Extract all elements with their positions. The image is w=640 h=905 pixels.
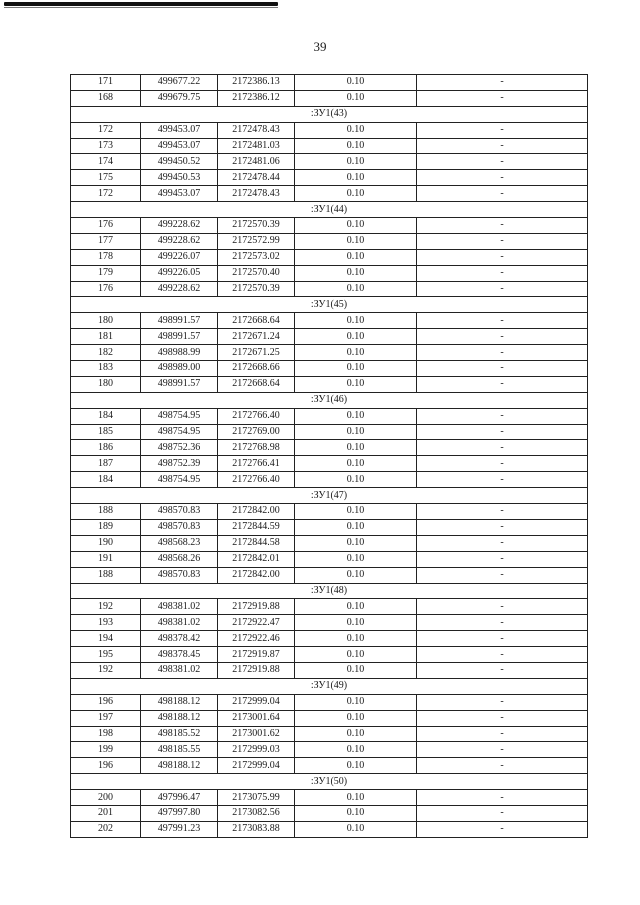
- y-coordinate-cell: 2173001.64: [218, 710, 295, 726]
- table-row: [71, 710, 588, 726]
- note-cell: -: [417, 504, 588, 520]
- x-coordinate-cell: 498570.83: [141, 567, 218, 583]
- note-cell: -: [417, 361, 588, 377]
- y-coordinate-cell: 2173082.56: [218, 805, 295, 821]
- table-row: [71, 631, 588, 647]
- section-label: :ЗУ1(46): [71, 392, 588, 408]
- table-row: [71, 742, 588, 758]
- point-number-cell: 189: [71, 519, 141, 535]
- table-row: [71, 154, 588, 170]
- note-cell: -: [417, 265, 588, 281]
- note-cell: -: [417, 742, 588, 758]
- x-coordinate-cell: 499453.07: [141, 138, 218, 154]
- precision-cell: 0.10: [295, 345, 417, 361]
- table-row: [71, 361, 588, 377]
- section-header-row: [71, 774, 588, 790]
- point-number-cell: 197: [71, 710, 141, 726]
- note-cell: -: [417, 805, 588, 821]
- y-coordinate-cell: 2172999.04: [218, 758, 295, 774]
- y-coordinate-cell: 2172844.58: [218, 535, 295, 551]
- section-header-row: [71, 202, 588, 218]
- section-label: :ЗУ1(47): [71, 488, 588, 504]
- x-coordinate-cell: 499453.07: [141, 122, 218, 138]
- table-row: [71, 647, 588, 663]
- y-coordinate-cell: 2172919.87: [218, 647, 295, 663]
- note-cell: -: [417, 408, 588, 424]
- table-row: [71, 535, 588, 551]
- precision-cell: 0.10: [295, 710, 417, 726]
- section-label: :ЗУ1(48): [71, 583, 588, 599]
- precision-cell: 0.10: [295, 504, 417, 520]
- note-cell: -: [417, 75, 588, 91]
- point-number-cell: 194: [71, 631, 141, 647]
- point-number-cell: 176: [71, 218, 141, 234]
- precision-cell: 0.10: [295, 138, 417, 154]
- section-header-row: [71, 488, 588, 504]
- x-coordinate-cell: 498188.12: [141, 710, 218, 726]
- note-cell: -: [417, 647, 588, 663]
- section-label: :ЗУ1(44): [71, 202, 588, 218]
- point-number-cell: 179: [71, 265, 141, 281]
- precision-cell: 0.10: [295, 170, 417, 186]
- point-number-cell: 196: [71, 758, 141, 774]
- y-coordinate-cell: 2172842.00: [218, 567, 295, 583]
- y-coordinate-cell: 2173083.88: [218, 821, 295, 837]
- y-coordinate-cell: 2172999.03: [218, 742, 295, 758]
- precision-cell: 0.10: [295, 742, 417, 758]
- table-row: [71, 599, 588, 615]
- precision-cell: 0.10: [295, 90, 417, 106]
- point-number-cell: 195: [71, 647, 141, 663]
- table-row: [71, 281, 588, 297]
- coordinates-table: [70, 74, 588, 838]
- table-row: [71, 376, 588, 392]
- precision-cell: 0.10: [295, 551, 417, 567]
- table-row: [71, 345, 588, 361]
- point-number-cell: 192: [71, 599, 141, 615]
- note-cell: -: [417, 599, 588, 615]
- x-coordinate-cell: 498754.95: [141, 472, 218, 488]
- y-coordinate-cell: 2172478.43: [218, 122, 295, 138]
- y-coordinate-cell: 2172573.02: [218, 249, 295, 265]
- y-coordinate-cell: 2172922.46: [218, 631, 295, 647]
- x-coordinate-cell: 498185.52: [141, 726, 218, 742]
- coordinates-table-body: [71, 75, 588, 838]
- note-cell: -: [417, 249, 588, 265]
- y-coordinate-cell: 2172919.88: [218, 599, 295, 615]
- header-rule: [4, 2, 278, 6]
- point-number-cell: 192: [71, 662, 141, 678]
- precision-cell: 0.10: [295, 218, 417, 234]
- precision-cell: 0.10: [295, 694, 417, 710]
- table-row: [71, 567, 588, 583]
- table-row: [71, 122, 588, 138]
- y-coordinate-cell: 2172570.39: [218, 281, 295, 297]
- point-number-cell: 184: [71, 472, 141, 488]
- note-cell: -: [417, 710, 588, 726]
- x-coordinate-cell: 498381.02: [141, 599, 218, 615]
- y-coordinate-cell: 2172668.64: [218, 376, 295, 392]
- note-cell: -: [417, 472, 588, 488]
- y-coordinate-cell: 2172922.47: [218, 615, 295, 631]
- x-coordinate-cell: 499226.07: [141, 249, 218, 265]
- precision-cell: 0.10: [295, 535, 417, 551]
- section-header-row: [71, 583, 588, 599]
- precision-cell: 0.10: [295, 122, 417, 138]
- note-cell: -: [417, 186, 588, 202]
- x-coordinate-cell: 498991.57: [141, 376, 218, 392]
- note-cell: -: [417, 138, 588, 154]
- point-number-cell: 171: [71, 75, 141, 91]
- y-coordinate-cell: 2172919.88: [218, 662, 295, 678]
- x-coordinate-cell: 497991.23: [141, 821, 218, 837]
- note-cell: -: [417, 281, 588, 297]
- x-coordinate-cell: 499679.75: [141, 90, 218, 106]
- x-coordinate-cell: 498570.83: [141, 504, 218, 520]
- point-number-cell: 184: [71, 408, 141, 424]
- y-coordinate-cell: 2172570.40: [218, 265, 295, 281]
- point-number-cell: 181: [71, 329, 141, 345]
- note-cell: -: [417, 662, 588, 678]
- point-number-cell: 177: [71, 233, 141, 249]
- precision-cell: 0.10: [295, 758, 417, 774]
- note-cell: -: [417, 90, 588, 106]
- point-number-cell: 175: [71, 170, 141, 186]
- note-cell: -: [417, 567, 588, 583]
- table-row: [71, 138, 588, 154]
- table-row: [71, 519, 588, 535]
- x-coordinate-cell: 499450.53: [141, 170, 218, 186]
- precision-cell: 0.10: [295, 154, 417, 170]
- note-cell: -: [417, 790, 588, 806]
- table-row: [71, 249, 588, 265]
- x-coordinate-cell: 498378.45: [141, 647, 218, 663]
- section-label: :ЗУ1(49): [71, 678, 588, 694]
- precision-cell: 0.10: [295, 472, 417, 488]
- point-number-cell: 190: [71, 535, 141, 551]
- note-cell: -: [417, 456, 588, 472]
- x-coordinate-cell: 499228.62: [141, 233, 218, 249]
- x-coordinate-cell: 499677.22: [141, 75, 218, 91]
- y-coordinate-cell: 2172844.59: [218, 519, 295, 535]
- x-coordinate-cell: 498754.95: [141, 408, 218, 424]
- y-coordinate-cell: 2172668.66: [218, 361, 295, 377]
- note-cell: -: [417, 313, 588, 329]
- note-cell: -: [417, 535, 588, 551]
- table-row: [71, 790, 588, 806]
- table-row: [71, 329, 588, 345]
- point-number-cell: 186: [71, 440, 141, 456]
- precision-cell: 0.10: [295, 329, 417, 345]
- precision-cell: 0.10: [295, 281, 417, 297]
- note-cell: -: [417, 631, 588, 647]
- table-row: [71, 805, 588, 821]
- y-coordinate-cell: 2173001.62: [218, 726, 295, 742]
- precision-cell: 0.10: [295, 821, 417, 837]
- x-coordinate-cell: 498754.95: [141, 424, 218, 440]
- note-cell: -: [417, 440, 588, 456]
- point-number-cell: 178: [71, 249, 141, 265]
- note-cell: -: [417, 726, 588, 742]
- x-coordinate-cell: 498752.36: [141, 440, 218, 456]
- point-number-cell: 188: [71, 504, 141, 520]
- note-cell: -: [417, 821, 588, 837]
- note-cell: -: [417, 694, 588, 710]
- x-coordinate-cell: 499226.05: [141, 265, 218, 281]
- note-cell: -: [417, 615, 588, 631]
- point-number-cell: 180: [71, 313, 141, 329]
- precision-cell: 0.10: [295, 313, 417, 329]
- x-coordinate-cell: 498570.83: [141, 519, 218, 535]
- y-coordinate-cell: 2172478.44: [218, 170, 295, 186]
- y-coordinate-cell: 2172766.40: [218, 408, 295, 424]
- y-coordinate-cell: 2172842.00: [218, 504, 295, 520]
- point-number-cell: 198: [71, 726, 141, 742]
- y-coordinate-cell: 2172570.39: [218, 218, 295, 234]
- x-coordinate-cell: 498752.39: [141, 456, 218, 472]
- point-number-cell: 168: [71, 90, 141, 106]
- precision-cell: 0.10: [295, 424, 417, 440]
- point-number-cell: 196: [71, 694, 141, 710]
- point-number-cell: 191: [71, 551, 141, 567]
- precision-cell: 0.10: [295, 440, 417, 456]
- precision-cell: 0.10: [295, 408, 417, 424]
- note-cell: -: [417, 122, 588, 138]
- section-label: :ЗУ1(50): [71, 774, 588, 790]
- table-row: [71, 472, 588, 488]
- precision-cell: 0.10: [295, 376, 417, 392]
- y-coordinate-cell: 2172766.41: [218, 456, 295, 472]
- table-row: [71, 615, 588, 631]
- section-header-row: [71, 392, 588, 408]
- header-rule-thin: [4, 7, 278, 8]
- precision-cell: 0.10: [295, 647, 417, 663]
- section-label: :ЗУ1(45): [71, 297, 588, 313]
- point-number-cell: 182: [71, 345, 141, 361]
- precision-cell: 0.10: [295, 519, 417, 535]
- table-row: [71, 233, 588, 249]
- note-cell: -: [417, 233, 588, 249]
- section-header-row: [71, 678, 588, 694]
- precision-cell: 0.10: [295, 567, 417, 583]
- x-coordinate-cell: 498988.99: [141, 345, 218, 361]
- table-row: [71, 694, 588, 710]
- y-coordinate-cell: 2172999.04: [218, 694, 295, 710]
- y-coordinate-cell: 2172481.06: [218, 154, 295, 170]
- table-row: [71, 265, 588, 281]
- x-coordinate-cell: 498188.12: [141, 694, 218, 710]
- section-label: :ЗУ1(43): [71, 106, 588, 122]
- y-coordinate-cell: 2172768.98: [218, 440, 295, 456]
- point-number-cell: 187: [71, 456, 141, 472]
- precision-cell: 0.10: [295, 662, 417, 678]
- point-number-cell: 173: [71, 138, 141, 154]
- x-coordinate-cell: 498188.12: [141, 758, 218, 774]
- x-coordinate-cell: 498991.57: [141, 329, 218, 345]
- x-coordinate-cell: 499228.62: [141, 218, 218, 234]
- x-coordinate-cell: 497996.47: [141, 790, 218, 806]
- x-coordinate-cell: 498989.00: [141, 361, 218, 377]
- y-coordinate-cell: 2172671.25: [218, 345, 295, 361]
- x-coordinate-cell: 498568.23: [141, 535, 218, 551]
- point-number-cell: 199: [71, 742, 141, 758]
- y-coordinate-cell: 2172481.03: [218, 138, 295, 154]
- note-cell: -: [417, 329, 588, 345]
- point-number-cell: 193: [71, 615, 141, 631]
- point-number-cell: 172: [71, 186, 141, 202]
- x-coordinate-cell: 498991.57: [141, 313, 218, 329]
- x-coordinate-cell: 498185.55: [141, 742, 218, 758]
- x-coordinate-cell: 499450.52: [141, 154, 218, 170]
- table-row: [71, 424, 588, 440]
- table-row: [71, 75, 588, 91]
- precision-cell: 0.10: [295, 186, 417, 202]
- precision-cell: 0.10: [295, 361, 417, 377]
- table-row: [71, 186, 588, 202]
- precision-cell: 0.10: [295, 456, 417, 472]
- table-row: [71, 662, 588, 678]
- x-coordinate-cell: 498381.02: [141, 615, 218, 631]
- x-coordinate-cell: 497997.80: [141, 805, 218, 821]
- note-cell: -: [417, 154, 588, 170]
- note-cell: -: [417, 218, 588, 234]
- y-coordinate-cell: 2172668.64: [218, 313, 295, 329]
- section-header-row: [71, 297, 588, 313]
- point-number-cell: 172: [71, 122, 141, 138]
- x-coordinate-cell: 498378.42: [141, 631, 218, 647]
- y-coordinate-cell: 2172769.00: [218, 424, 295, 440]
- table-row: [71, 551, 588, 567]
- y-coordinate-cell: 2172671.24: [218, 329, 295, 345]
- x-coordinate-cell: 498568.26: [141, 551, 218, 567]
- precision-cell: 0.10: [295, 233, 417, 249]
- note-cell: -: [417, 758, 588, 774]
- note-cell: -: [417, 519, 588, 535]
- x-coordinate-cell: 499453.07: [141, 186, 218, 202]
- y-coordinate-cell: 2172766.40: [218, 472, 295, 488]
- point-number-cell: 183: [71, 361, 141, 377]
- precision-cell: 0.10: [295, 615, 417, 631]
- note-cell: -: [417, 551, 588, 567]
- note-cell: -: [417, 345, 588, 361]
- point-number-cell: 201: [71, 805, 141, 821]
- point-number-cell: 174: [71, 154, 141, 170]
- table-row: [71, 758, 588, 774]
- point-number-cell: 180: [71, 376, 141, 392]
- table-row: [71, 408, 588, 424]
- point-number-cell: 176: [71, 281, 141, 297]
- table-row: [71, 313, 588, 329]
- x-coordinate-cell: 498381.02: [141, 662, 218, 678]
- table-row: [71, 218, 588, 234]
- precision-cell: 0.10: [295, 249, 417, 265]
- point-number-cell: 185: [71, 424, 141, 440]
- precision-cell: 0.10: [295, 75, 417, 91]
- point-number-cell: 202: [71, 821, 141, 837]
- note-cell: -: [417, 424, 588, 440]
- table-row: [71, 456, 588, 472]
- precision-cell: 0.10: [295, 631, 417, 647]
- x-coordinate-cell: 499228.62: [141, 281, 218, 297]
- precision-cell: 0.10: [295, 726, 417, 742]
- y-coordinate-cell: 2172386.12: [218, 90, 295, 106]
- note-cell: -: [417, 376, 588, 392]
- y-coordinate-cell: 2172572.99: [218, 233, 295, 249]
- note-cell: -: [417, 170, 588, 186]
- precision-cell: 0.10: [295, 790, 417, 806]
- page-number: 39: [313, 39, 327, 54]
- y-coordinate-cell: 2172842.01: [218, 551, 295, 567]
- y-coordinate-cell: 2172386.13: [218, 75, 295, 91]
- table-row: [71, 170, 588, 186]
- section-header-row: [71, 106, 588, 122]
- precision-cell: 0.10: [295, 805, 417, 821]
- table-row: [71, 821, 588, 837]
- table-row: [71, 440, 588, 456]
- y-coordinate-cell: 2172478.43: [218, 186, 295, 202]
- y-coordinate-cell: 2173075.99: [218, 790, 295, 806]
- point-number-cell: 200: [71, 790, 141, 806]
- precision-cell: 0.10: [295, 265, 417, 281]
- table-row: [71, 726, 588, 742]
- table-row: [71, 504, 588, 520]
- table-row: [71, 90, 588, 106]
- point-number-cell: 188: [71, 567, 141, 583]
- precision-cell: 0.10: [295, 599, 417, 615]
